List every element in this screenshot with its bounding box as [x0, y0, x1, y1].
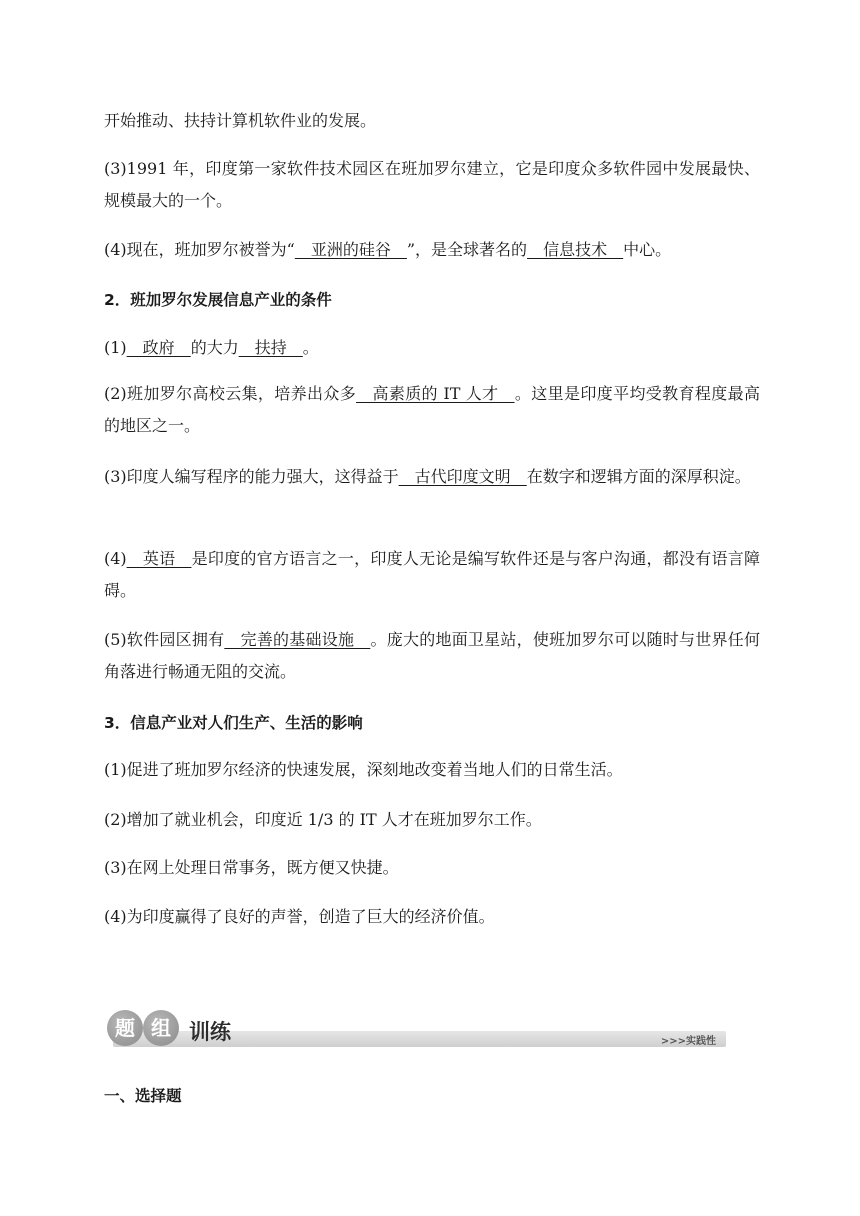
- practice-banner: [103, 1010, 726, 1050]
- paragraph-10: (2)增加了就业机会，印度近 1/3 的 IT 人才在班加罗尔工作。: [104, 810, 542, 829]
- answer-blank: __高素质的 IT 人才__: [356, 384, 515, 403]
- text: 中心。: [623, 240, 672, 259]
- banner-title: 训练: [189, 1020, 231, 1044]
- answer-blank: __政府__: [126, 338, 191, 357]
- text: 在数字和逻辑方面的深厚积淀。: [526, 467, 751, 486]
- text: (1): [104, 338, 127, 357]
- answer-blank: __英语__: [126, 549, 192, 568]
- answer-blank: __扶持__: [238, 338, 303, 357]
- paragraph-3: [104, 234, 760, 266]
- text: ”，是全球著名的: [406, 240, 528, 259]
- answer-blank: __完善的基础设施__: [224, 630, 371, 649]
- paragraph-2: (3)1991 年，印度第一家软件技术园区在班加罗尔建立，它是印度众多软件园中发展最快、规模最大的一个。: [104, 159, 760, 210]
- text: 的大力: [190, 338, 239, 357]
- section-heading-3: 3．信息产业对人们生产、生活的影响: [104, 714, 363, 732]
- paragraph-6: [104, 461, 760, 493]
- text: (2)班加罗尔高校云集，培养出众多: [104, 384, 357, 403]
- paragraph-8: [104, 624, 760, 688]
- banner-circle-1: 题: [107, 1010, 143, 1046]
- paragraph-1: 开始推动、扶持计算机软件业的发展。: [104, 111, 377, 130]
- text: (4): [104, 549, 127, 568]
- answer-blank: __信息技术__: [527, 240, 624, 259]
- text: 。: [302, 338, 319, 357]
- text: 。庞大的地面卫星站，使班加罗尔可以随时与世界任何角落进行畅通无阻的交流。: [104, 630, 760, 681]
- paragraph-11: (3)在网上处理日常事务，既方便又快捷。: [104, 858, 399, 877]
- text: 是印度的官方语言之一，印度人无论是编写软件还是与客户沟通，都没有语言障碍。: [104, 549, 760, 600]
- banner-circle-2: 组: [143, 1010, 179, 1046]
- text: (5)软件园区拥有: [104, 630, 225, 649]
- answer-blank: __古代印度文明__: [398, 467, 527, 486]
- paragraph-9: (1)促进了班加罗尔经济的快速发展，深刻地改变着当地人们的日常生活。: [104, 760, 623, 779]
- text: (3)印度人编写程序的能力强大，这得益于: [104, 467, 399, 486]
- paragraph-7: [104, 543, 760, 607]
- paragraph-5: [104, 378, 760, 442]
- paragraph-4: [104, 332, 760, 364]
- section-heading-2: 2．班加罗尔发展信息产业的条件: [104, 291, 332, 309]
- paragraph-12: (4)为印度赢得了良好的声誉，创造了巨大的经济价值。: [104, 907, 495, 926]
- text: (4)现在，班加罗尔被誉为“: [104, 240, 295, 259]
- answer-blank: __亚洲的硅谷__: [294, 240, 407, 259]
- section-title: 一、选择题: [104, 1087, 182, 1105]
- banner-tag: >>>实践性: [660, 1036, 716, 1047]
- text: 。这里是印度平均受教育程度最高的地区之一。: [104, 384, 760, 435]
